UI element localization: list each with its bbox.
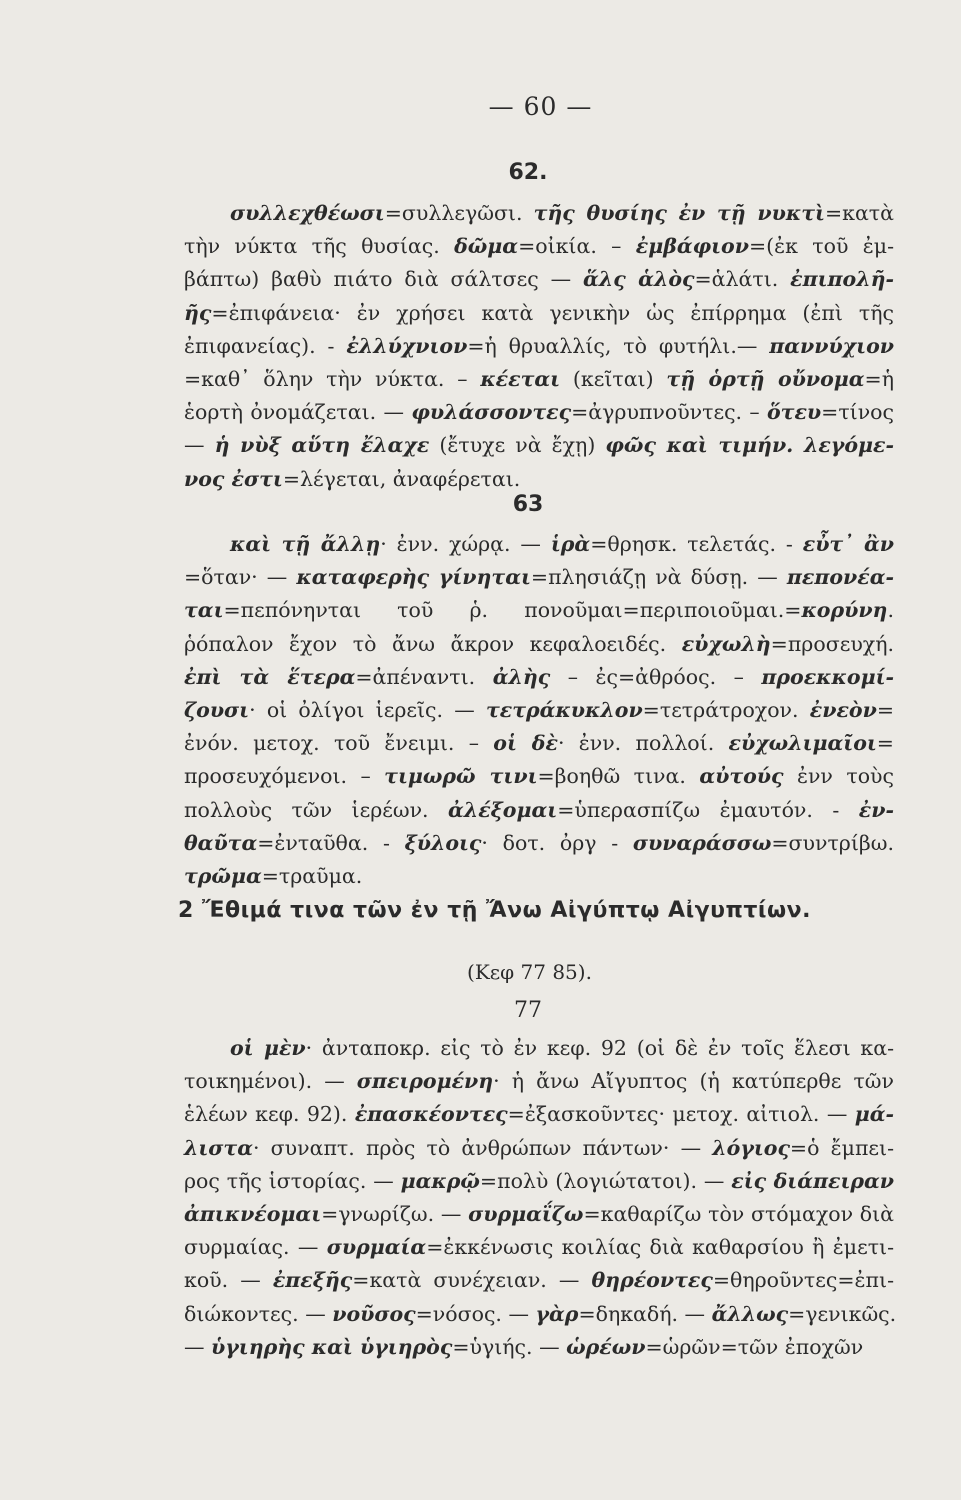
page-number: — 60 — xyxy=(488,92,593,121)
text-line xyxy=(184,1032,894,1065)
gloss-text: =ἀγρυπνοῦντες. – xyxy=(571,400,767,425)
headword: ἄλλως xyxy=(711,1301,789,1326)
text-line xyxy=(184,661,894,694)
text-line xyxy=(184,594,894,627)
text-line xyxy=(184,396,894,429)
headword: ται xyxy=(184,598,224,623)
headword: τῆς θυσίης ἐν τῇ νυκτὶ xyxy=(533,201,825,225)
gloss-text: ἑλέων κεφ. 92). xyxy=(184,1102,355,1127)
gloss-text: · ἡ ἄνω Αἴγυπτος (ἡ κατύπερθε τῶν xyxy=(493,1069,894,1094)
gloss-text: =καθαρίζω τὸν στόμαχον διὰ xyxy=(583,1202,894,1227)
headword: ῆς xyxy=(184,300,212,325)
gloss-text: — xyxy=(184,1334,212,1359)
headword: συναράσσω xyxy=(632,830,772,855)
section-number-62: 62. xyxy=(508,160,548,185)
section-77-text xyxy=(184,1032,897,1364)
headword: πεπονέα- xyxy=(786,565,894,590)
headword: κορύνη xyxy=(801,598,888,623)
text-line xyxy=(184,528,894,561)
gloss-text: =πολὺ (λογιώτατοι). — xyxy=(479,1168,732,1193)
headword: μά- xyxy=(854,1102,895,1127)
headword: οἱ δὲ xyxy=(493,731,558,756)
text-line xyxy=(184,1165,894,1198)
headword: παννύχιον xyxy=(769,333,894,358)
headword: ἀλέξομαι xyxy=(448,797,558,822)
headword: θηρέοντες xyxy=(591,1268,713,1293)
gloss-text: =(ἐκ τοῦ ἐμ- xyxy=(748,234,894,259)
headword: ὅτευ xyxy=(767,400,822,425)
text-line xyxy=(184,1065,894,1098)
headword: τιμωρῶ τινι xyxy=(384,764,538,789)
gloss-text: · δοτ. ὀργ - xyxy=(481,830,633,855)
headword: λιστα xyxy=(184,1135,253,1160)
headword: ἀλὴς xyxy=(492,664,551,689)
gloss-text: ἑορτὴ ὀνομάζεται. — xyxy=(184,400,412,425)
headword: ἀπικνέομαι xyxy=(184,1202,322,1227)
section-number-63: 63 xyxy=(512,492,544,517)
gloss-text: προσευχόμενοι. – xyxy=(184,764,385,789)
gloss-text: ρος τῆς ἱστορίας. — xyxy=(184,1168,401,1193)
gloss-text: =ὡρῶν=τῶν ἐποχῶν xyxy=(645,1334,864,1359)
gloss-text: · οἱ ὀλίγοι ἱερεῖς. — xyxy=(249,698,486,723)
gloss-text: · ἀνταποκρ. εἰς τὸ ἐν κεφ. 92 (οἱ δὲ ἐν τοῖς ἕλεσι κα- xyxy=(305,1036,895,1060)
headword: οἱ μὲν xyxy=(230,1036,306,1060)
gloss-text: =γενικῶς. xyxy=(788,1301,897,1326)
gloss-text: – ἐς=ἀθρόος. – xyxy=(550,664,762,689)
headword: ἐν- xyxy=(858,797,894,822)
text-line xyxy=(184,1132,894,1165)
headword: καταφερὴς γίνηται xyxy=(296,565,531,590)
gloss-text: = xyxy=(876,731,894,756)
section-62-text xyxy=(184,197,894,496)
gloss-text: =ὅταν· — xyxy=(184,565,297,590)
text-line xyxy=(184,1231,894,1264)
headword: φυλάσσοντες xyxy=(411,400,572,425)
text-line xyxy=(184,330,894,363)
gloss-text: =ἐνταῦθα. - xyxy=(257,830,405,855)
headword: γὰρ xyxy=(535,1301,579,1326)
gloss-text: =ὑπερασπίζω ἐμαυτόν. - xyxy=(557,797,859,822)
headword: εἰς διάπειραν xyxy=(731,1168,894,1193)
gloss-text: =συλλεγῶσι. xyxy=(384,201,534,225)
headword: τρῶμα xyxy=(184,864,262,889)
headword: ξύλοις xyxy=(404,830,482,855)
headword: εὐχωλιμαῖοι xyxy=(728,731,877,756)
headword: τετράκυκλον xyxy=(485,698,643,723)
chapter-heading: 2 Ἔθιμά τινα τῶν ἐν τῇ Ἄνω Αἰγύπτῳ Αἰγυπτίων. xyxy=(178,898,811,923)
gloss-text: =τετράτροχον. xyxy=(642,698,810,723)
gloss-text: =πεπόνηνται τοῦ ῥ. πονοῦμαι=περιποιοῦμαι.= xyxy=(223,598,802,623)
gloss-text: =καθ᾽ ὅλην τὴν νύκτα. – xyxy=(184,367,481,392)
text-line xyxy=(184,1331,894,1364)
gloss-text: τὴν νύκτα τῆς θυσίας. xyxy=(184,234,455,259)
gloss-text: =ὁ ἔμπει- xyxy=(789,1135,895,1160)
gloss-text: =ἁλάτι. xyxy=(694,267,791,292)
headword: ὑγιηρὴς καὶ ὑγιηρὸς xyxy=(211,1334,453,1359)
text-line xyxy=(184,463,894,496)
text-line xyxy=(184,263,894,296)
headword: ἐνεὸν xyxy=(809,698,877,723)
headword: ἐπιπολῆ- xyxy=(790,267,894,292)
headword: νοῦσος xyxy=(332,1301,416,1326)
gloss-text: =ὑγιής. — xyxy=(452,1334,567,1359)
headword: ἐπεξῆς xyxy=(272,1268,353,1293)
text-line xyxy=(184,1264,894,1297)
text-line xyxy=(184,1098,894,1131)
gloss-text: =συντρίβω. xyxy=(771,830,894,855)
headword: προεκκομί- xyxy=(761,664,895,689)
gloss-text: =τραῦμα. xyxy=(261,864,363,889)
text-line xyxy=(184,860,894,893)
gloss-text: =γνωρίζω. — xyxy=(321,1202,469,1227)
section-number-77: 77 xyxy=(514,998,542,1023)
section-63-text xyxy=(184,528,894,893)
text-line xyxy=(184,1198,894,1231)
headword: μακρῷ xyxy=(400,1168,480,1193)
gloss-text: =τίνος xyxy=(821,400,894,425)
text-line xyxy=(184,230,894,263)
gloss-text: =δηκαδή. — xyxy=(578,1301,712,1326)
headword: συλλεχθέωσι xyxy=(230,201,385,225)
headword: ζουσι xyxy=(184,698,250,723)
gloss-text: =ἐκκένωσις κοιλίας διὰ καθαρσίου ἢ ἐμετι- xyxy=(426,1235,894,1260)
text-line xyxy=(184,429,894,462)
headword: σπειρομένη xyxy=(356,1069,494,1094)
headword: ἐμβάφιον xyxy=(635,234,749,259)
gloss-text: =ἡ xyxy=(864,367,895,392)
headword: ὡρέων xyxy=(566,1334,646,1359)
gloss-text: συρμαίας. — xyxy=(184,1235,327,1260)
gloss-text: — xyxy=(184,433,215,458)
headword: εὖτ᾽ ἂν xyxy=(802,532,894,556)
text-line xyxy=(184,297,894,330)
gloss-text: (ἔτυχε νὰ ἔχῃ) xyxy=(429,433,606,458)
gloss-text: · συναπτ. πρὸς τὸ ἀνθρώπων πάντων· — xyxy=(252,1135,713,1160)
headword: λόγιος xyxy=(712,1135,790,1160)
headword: δῶμα xyxy=(454,234,519,259)
text-line xyxy=(184,561,894,594)
gloss-text: = xyxy=(876,698,894,723)
gloss-text: . xyxy=(887,598,894,623)
gloss-text: =ἡ θρυαλλίς, τὸ φυτήλι.— xyxy=(467,333,770,358)
gloss-text: =ἀπέναντι. xyxy=(355,664,493,689)
headword: νος ἐστι xyxy=(184,466,283,491)
gloss-text: =λέγεται, ἀναφέρεται. xyxy=(282,466,521,491)
gloss-text: ἐπιφανείας). - xyxy=(184,333,347,358)
gloss-text: ἐνόν. μετοχ. τοῦ ἔνειμι. – xyxy=(184,731,494,756)
gloss-text: κοῦ. — xyxy=(184,1268,273,1293)
headword: ἐλλύχνιον xyxy=(346,333,468,358)
text-line xyxy=(184,694,894,727)
headword: ἱρὰ xyxy=(550,532,591,556)
gloss-text: (κεῖται) xyxy=(560,367,667,392)
text-line xyxy=(184,628,894,661)
headword: συρμαία xyxy=(326,1235,427,1260)
gloss-text: · ἐνν. χώρᾳ. — xyxy=(380,532,551,556)
headword: αὐτούς xyxy=(699,764,784,789)
text-line xyxy=(184,363,894,396)
headword: φῶς καὶ τιμήν. λεγόμε- xyxy=(605,433,894,458)
text-line xyxy=(184,197,894,230)
gloss-text: =πλησιάζῃ νὰ δύσῃ. — xyxy=(530,565,787,590)
chapter-reference: (Κεφ 77 85). xyxy=(467,960,592,984)
text-line xyxy=(184,827,894,860)
gloss-text: πολλοὺς τῶν ἱερέων. xyxy=(184,797,449,822)
headword: εὐχωλὴ xyxy=(681,631,771,656)
gloss-text: =οἰκία. – xyxy=(518,234,636,259)
headword: καὶ τῇ ἄλλῃ xyxy=(230,532,381,556)
gloss-text: =προσευχή. xyxy=(770,631,894,656)
headword: τῇ ὁρτῇ οὔνομα xyxy=(666,367,865,392)
text-line xyxy=(184,760,894,793)
gloss-text: βάπτω) βαθὺ πιάτο διὰ σάλτσες — xyxy=(184,267,584,292)
headword: ἐπὶ τὰ ἕτερα xyxy=(184,664,356,689)
text-line xyxy=(184,727,894,760)
gloss-text: ῥόπαλον ἔχον τὸ ἄνω ἄκρον κεφαλοειδές. xyxy=(184,631,682,656)
gloss-text: ἐνν τοὺς xyxy=(783,764,894,789)
gloss-text: =ἐξασκοῦντες· μετοχ. αἰτιολ. — xyxy=(507,1102,855,1127)
headword: συρμαΐζω xyxy=(468,1202,584,1227)
headword: θαῦτα xyxy=(184,830,258,855)
gloss-text: =θηροῦντες=ἐπι- xyxy=(712,1268,894,1293)
gloss-text: =κατὰ xyxy=(824,201,894,225)
headword: ἅλς ἁλὸς xyxy=(583,267,695,292)
gloss-text: τοικημένοι). — xyxy=(184,1069,357,1094)
gloss-text: · ἐνν. πολλοί. xyxy=(557,731,729,756)
headword: ἐπασκέοντες xyxy=(354,1102,508,1127)
headword: ἡ νὺξ αὕτη ἔλαχε xyxy=(214,433,430,458)
gloss-text: =κατὰ συνέχειαν. — xyxy=(352,1268,592,1293)
gloss-text: =ἐπιφάνεια· ἐν χρήσει κατὰ γενικὴν ὡς ἐπίρρημα (ἐπὶ τῆς xyxy=(211,300,894,325)
text-line xyxy=(184,1298,897,1331)
headword: κέεται xyxy=(480,367,561,392)
text-line xyxy=(184,794,894,827)
gloss-text: =βοηθῶ τινα. xyxy=(537,764,700,789)
gloss-text: =θρησκ. τελετάς. - xyxy=(590,532,803,556)
gloss-text: =νόσος. — xyxy=(415,1301,536,1326)
gloss-text: διώκοντες. — xyxy=(184,1301,333,1326)
